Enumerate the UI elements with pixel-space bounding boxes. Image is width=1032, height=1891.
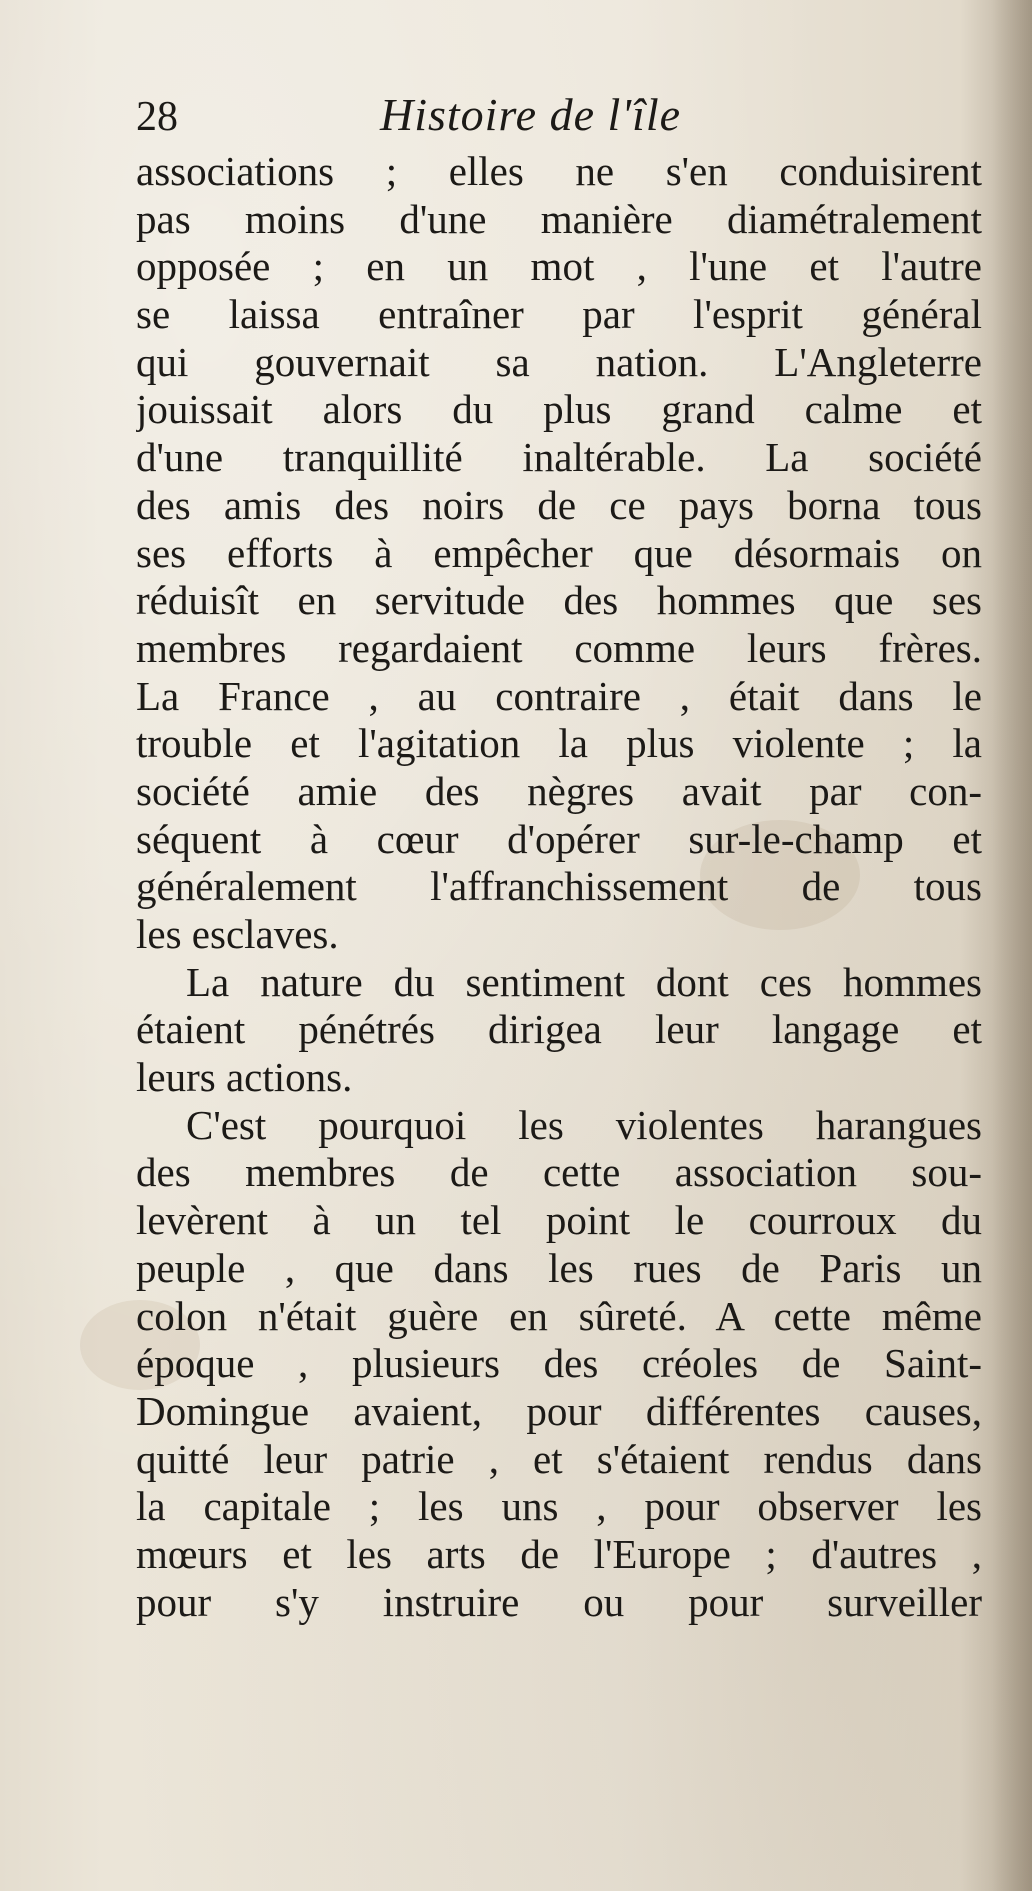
- text-line: ses efforts à empêcher que désormais on: [136, 529, 982, 576]
- text-line: des membres de cette association sou-: [136, 1149, 982, 1196]
- text-line: généralement l'affranchissement de tous: [136, 863, 982, 910]
- paragraph: [136, 1102, 982, 1627]
- page-number: 28: [136, 94, 178, 140]
- text-line: leurs actions.: [136, 1054, 353, 1101]
- text-line: levèrent à un tel point le courroux du: [136, 1197, 982, 1244]
- text-line: qui gouvernait sa nation. L'Angleterre: [136, 338, 982, 385]
- text-line: quitté leur patrie , et s'étaient rendus dans: [136, 1435, 982, 1482]
- text-line: société amie des nègres avait par con-: [136, 767, 982, 814]
- text-line: colon n'était guère en sûreté. A cette même: [136, 1292, 982, 1339]
- text-line: membres regardaient comme leurs frères.: [136, 624, 982, 671]
- text-line: La France , au contraire , était dans le: [136, 672, 982, 719]
- text-line: d'une tranquillité inaltérable. La société: [136, 434, 982, 481]
- text-line: mœurs et les arts de l'Europe ; d'autres ,: [136, 1530, 982, 1577]
- text-line: pour s'y instruire ou pour surveiller: [136, 1578, 982, 1625]
- text-line: C'est pourquoi les violentes harangues: [186, 1101, 982, 1148]
- running-head: Histoire de l'île: [380, 89, 682, 140]
- paragraph: [136, 148, 982, 959]
- text-line: jouissait alors du plus grand calme et: [136, 386, 982, 433]
- text-line: étaient pénétrés dirigea leur langage et: [136, 1006, 982, 1053]
- text-line: réduisît en servitude des hommes que ses: [136, 577, 982, 624]
- text-line: peuple , que dans les rues de Paris un: [136, 1244, 982, 1291]
- text-line: pas moins d'une manière diamétralement: [136, 195, 982, 242]
- text-line: Domingue avaient, pour différentes causes,: [136, 1387, 982, 1434]
- text-line: opposée ; en un mot , l'une et l'autre: [136, 243, 982, 290]
- text-line: La nature du sentiment dont ces hommes: [186, 958, 982, 1005]
- text-line: des amis des noirs de ce pays borna tous: [136, 481, 982, 528]
- text-line: trouble et l'agitation la plus violente ; la: [136, 720, 982, 767]
- page-edge-shadow: [992, 0, 1032, 1891]
- text-line: époque , plusieurs des créoles de Saint-: [136, 1340, 982, 1387]
- text-line: associations ; elles ne s'en conduisirent: [136, 148, 982, 194]
- text-line: les esclaves.: [136, 911, 339, 957]
- text-line: se laissa entraîner par l'esprit général: [136, 291, 982, 338]
- text-line: séquent à cœur d'opérer sur-le-champ et: [136, 815, 982, 862]
- page-header: [136, 89, 836, 140]
- body-text: [136, 148, 982, 1626]
- paragraph: [136, 959, 982, 1102]
- text-line: la capitale ; les uns , pour observer les: [136, 1483, 982, 1530]
